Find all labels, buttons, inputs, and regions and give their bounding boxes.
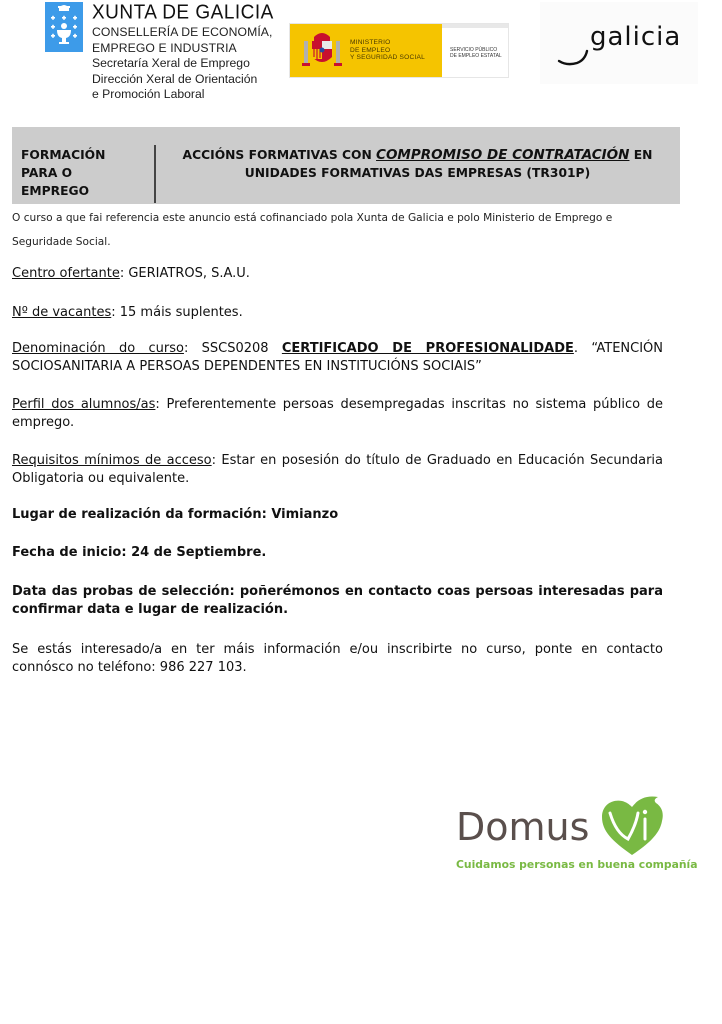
ministerio-empleo-logo [289,23,509,78]
field-requisitos: Requisitos mínimos de acceso: Estar en posesión do título de Graduado en Educación Secundaria Obligatoria ou equivalente. [12,453,663,486]
field-denominacion: Denominación do curso: SSCS0208 CERTIFICADO DE PROFESIONALIDADE. “ATENCIÓN SOCIOSANITARIA A PERSOAS DEPENDENTES EN INSTITUCIÓNS SOCIAIS” [12,341,664,374]
banner-category: FORMACIÓN PARA O EMPREGO [21,148,106,198]
field-perfil: Perfil dos alumnos/as: Preferentemente persoas desempregadas inscritas no sistema público de emprego. [12,397,663,430]
spain-coat-of-arms-icon [300,29,344,73]
field-probas: Data das probas de selección: poñerémonos en contacto coas persoas interesadas para confirmar data e lugar de realización. [12,584,663,617]
field-lugar: Lugar de realización da formación: Vimianzo [12,507,339,522]
sepe-name: SERVICIO PÚBLICO DE EMPLEO ESTATAL [450,46,502,59]
ministerio-name: MINISTERIO DE EMPLEO Y SEGURIDAD SOCIAL [350,39,425,62]
galicia-wordmark: galicia [590,22,682,52]
xunta-shield-icon [45,2,83,52]
contact-info: Se estás interesado/a en ter máis información e/ou inscribirte no curso, ponte en contacto connósco no teléfono: 986 227 103. [12,642,663,675]
certificado-label: CERTIFICADO DE PROFESIONALIDADE [281,341,574,356]
domusvi-heart-icon [598,793,666,857]
field-fecha: Fecha de inicio: 24 de Septiembre. [12,545,267,560]
xunta-department: CONSELLERÍA DE ECONOMÍA, EMPREGO E INDUSTRIA Secretaría Xeral de Emprego Dirección Xeral de Orientación e Promoción Laboral [92,25,273,102]
domusvi-wordmark: Domus [456,805,590,849]
domusvi-tagline: Cuidamos personas en buena compañía [456,858,698,871]
xunta-title: XUNTA DE GALICIA [92,1,274,24]
field-centro-ofertante: Centro ofertante: GERIATROS, S.A.U. [12,266,250,281]
field-vacantes: Nº de vacantes: 15 máis suplentes. [12,305,243,320]
cofinancing-note: O curso a que fai referencia este anuncio está cofinanciado pola Xunta de Galicia e polo Ministerio de Emprego e Seguridade Social. [12,212,613,248]
banner-title: ACCIÓNS FORMATIVAS CON COMPROMISO DE CONTRATACIÓN EN UNIDADES FORMATIVAS DAS EMPRESAS (TR301P) [182,147,653,180]
banner-divider [154,145,156,203]
banner-emphasis: COMPROMISO DE CONTRATACIÓN [376,147,630,163]
